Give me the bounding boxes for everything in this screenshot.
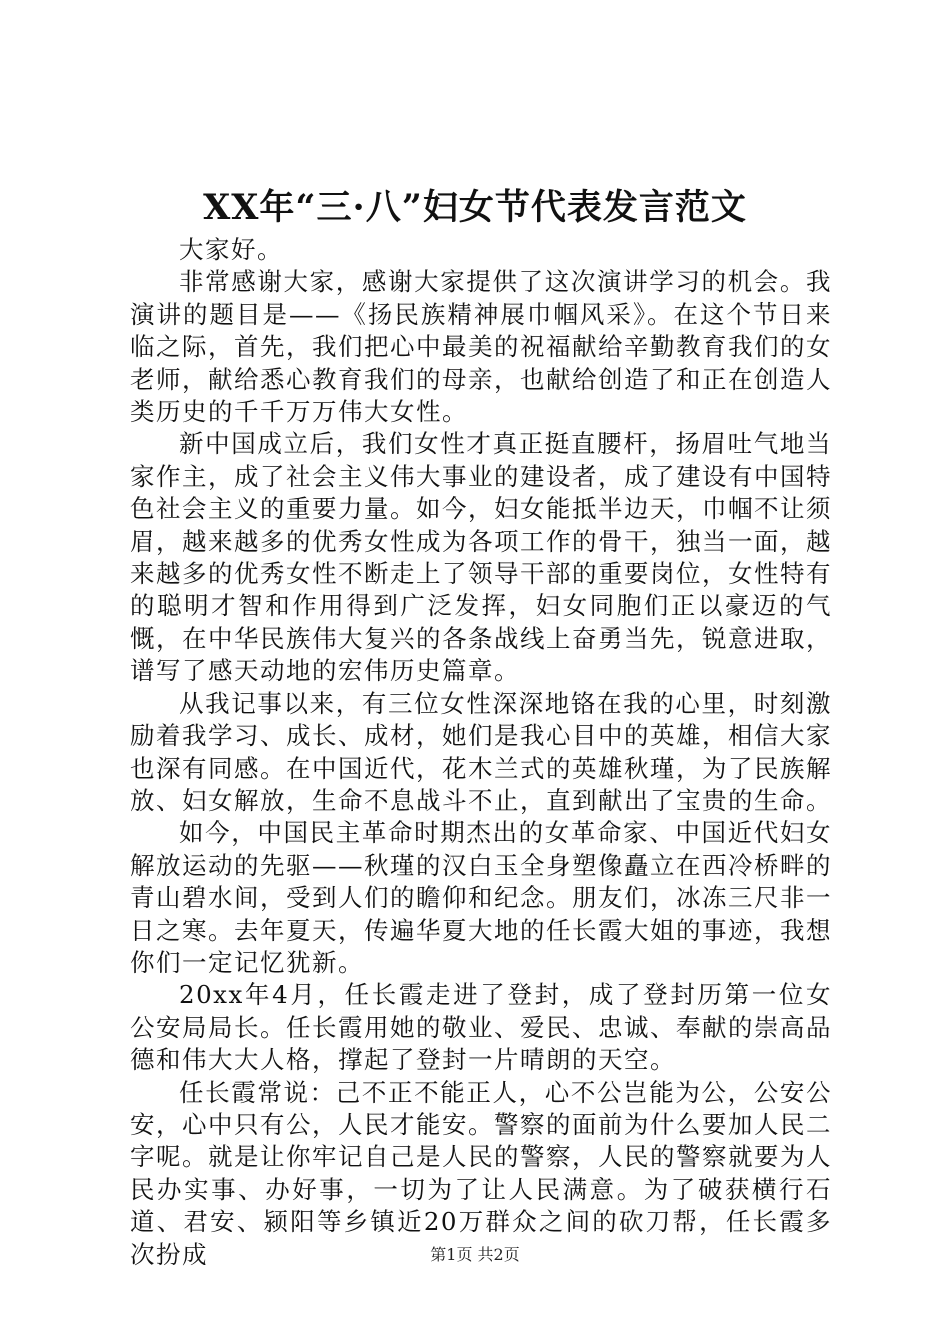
document-body [130,234,832,1271]
paragraph-statue: 如今，中国民主革命时期杰出的女革命家、中国近代妇女解放运动的先驱——秋瑾的汉白玉全身塑像矗立在西冷桥畔的青山碧水间，受到人们的瞻仰和纪念。朋友们，冰冻三尺非一日之寒。去年夏天，传遍华夏大地的任长霞大姐的事迹，我想你们一定记忆犹新。 [130,818,832,977]
paragraph-qiu-jin: 从我记事以来，有三位女性深深地铬在我的心里，时刻激励着我学习、成长、成材，她们是我心目中的英雄，相信大家也深有同感。在中国近代，花木兰式的英雄秋瑾，为了民族解放、妇女解放，生命不息战斗不止，直到献出了宝贵的生命。 [130,688,832,815]
paragraph-greeting: 大家好。 [179,235,283,264]
paragraph-quote: 任长霞常说：己不正不能正人，心不公岂能为公，公安公安，心中只有公，人民才能安。警察的面前为什么要加人民二字呢。就是让你牢记自己是人民的警察，人民的警察就要为人民办实事、办好事，一切为了让人民满意。为了破获横行石道、君安、颍阳等乡镇近20万群众之间的砍刀帮，任长霞多次扮成 [130,1077,832,1269]
page-number: 第1页 共2页 [430,1245,520,1264]
document-title: XX年“三·八”妇女节代表发言范文 [203,187,747,228]
paragraph-ren-changxia: 20xx年4月，任长霞走进了登封，成了登封历第一位女公安局局长。任长霞用她的敬业、爱民、忠诚、奉献的崇高品德和伟大大人格，撑起了登封一片晴朗的天空。 [130,980,832,1075]
paragraph-thanks: 非常感谢大家，感谢大家提供了这次演讲学习的机会。我演讲的题目是——《扬民族精神展巾帼风采》。在这个节日来临之际，首先，我们把心中最美的祝福献给辛勤教育我们的女老师，献给悉心教育我们的母亲，也献给创造了和正在创造人类历史的千千万万伟大女性。 [130,267,832,427]
paragraph-new-china: 新中国成立后，我们女性才真正挺直腰杆，扬眉吐气地当家作主，成了社会主义伟大事业的建设者，成了建设有中国特色社会主义的重要力量。如今，妇女能抵半边天，巾帼不让须眉，越来越多的优秀女性成为各项工作的骨干，独当一面，越来越多的优秀女性不断走上了领导干部的重要岗位，女性特有的聪明才智和作用得到广泛发挥，妇女同胞们正以豪迈的气慨，在中华民族伟大复兴的各条战线上奋勇当先，锐意进取，谱写了感天动地的宏伟历史篇章。 [130,429,832,686]
